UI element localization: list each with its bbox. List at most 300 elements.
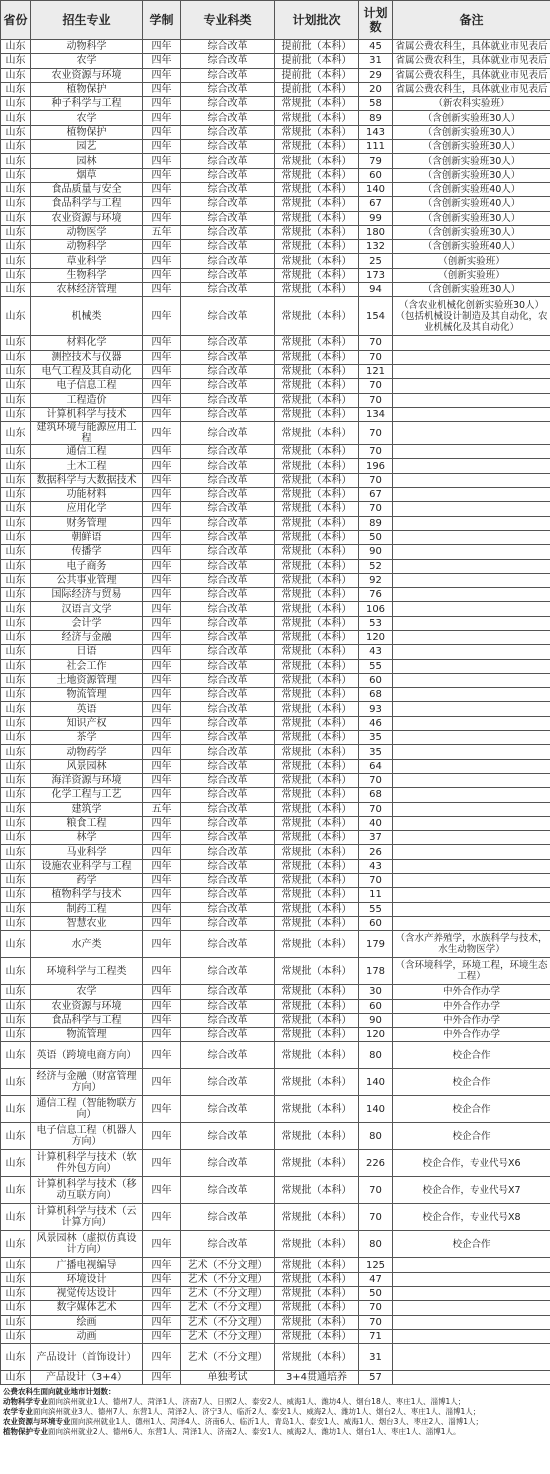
table-row xyxy=(1,297,550,336)
footer-line-text: 面向滨州就业1人、德州7人、菏泽1人、济南7人、日照2人、泰安2人、威海1人、潍坊4人、烟台18人、枣庄1人、淄博1人； xyxy=(48,1397,466,1407)
table-row xyxy=(1,1231,550,1258)
table-row xyxy=(1,1150,550,1177)
footer-line-label: 农业资源与环境专业 xyxy=(3,1417,71,1427)
table-row xyxy=(1,559,550,573)
cell-years: 四年 xyxy=(143,759,181,773)
cell-major: 食品质量与安全 xyxy=(31,182,143,196)
cell-major: 材料化学 xyxy=(31,336,143,350)
cell-category: 艺术（不分文理） xyxy=(181,1301,275,1315)
cell-province: 山东 xyxy=(1,999,31,1013)
cell-major: 电子信息工程 xyxy=(31,379,143,393)
cell-count: 70 xyxy=(359,1177,393,1204)
cell-batch: 常规批（本科） xyxy=(275,1287,359,1301)
cell-years: 四年 xyxy=(143,673,181,687)
cell-major: 风景园林 xyxy=(31,759,143,773)
table-row xyxy=(1,659,550,673)
cell-batch: 常规批（本科） xyxy=(275,516,359,530)
cell-count: 70 xyxy=(359,1315,393,1329)
cell-note xyxy=(393,788,550,802)
cell-category: 综合改革 xyxy=(181,602,275,616)
cell-batch: 常规批（本科） xyxy=(275,182,359,196)
cell-note: （含水产养殖学，水族科学与技术，水生动物医学） xyxy=(393,931,550,958)
cell-major: 动物药学 xyxy=(31,745,143,759)
cell-category: 综合改革 xyxy=(181,1231,275,1258)
table-row xyxy=(1,140,550,154)
cell-major: 生物科学 xyxy=(31,268,143,282)
cell-count: 90 xyxy=(359,1013,393,1027)
cell-batch: 常规批（本科） xyxy=(275,1177,359,1204)
cell-count: 60 xyxy=(359,916,393,930)
header-batch: 计划批次 xyxy=(275,1,359,40)
cell-province: 山东 xyxy=(1,154,31,168)
footer-line-label: 动物科学专业 xyxy=(3,1397,48,1407)
table-row xyxy=(1,254,550,268)
cell-note: （含创新实验班30人） xyxy=(393,140,550,154)
cell-province: 山东 xyxy=(1,502,31,516)
cell-category: 综合改革 xyxy=(181,702,275,716)
table-row xyxy=(1,1301,550,1315)
cell-note: 校企合作 xyxy=(393,1069,550,1096)
cell-batch: 常规批（本科） xyxy=(275,502,359,516)
cell-major: 产品设计（3+4） xyxy=(31,1371,143,1385)
cell-count: 94 xyxy=(359,283,393,297)
cell-province: 山东 xyxy=(1,82,31,96)
cell-years: 四年 xyxy=(143,602,181,616)
cell-batch: 常规批（本科） xyxy=(275,731,359,745)
table-row xyxy=(1,645,550,659)
cell-note: 校企合作 xyxy=(393,1096,550,1123)
cell-province: 山东 xyxy=(1,958,31,985)
cell-count: 20 xyxy=(359,82,393,96)
cell-category: 综合改革 xyxy=(181,874,275,888)
cell-batch: 常规批（本科） xyxy=(275,902,359,916)
cell-category: 综合改革 xyxy=(181,197,275,211)
cell-count: 120 xyxy=(359,630,393,644)
cell-count: 70 xyxy=(359,379,393,393)
cell-years: 四年 xyxy=(143,393,181,407)
table-row xyxy=(1,459,550,473)
table-row xyxy=(1,82,550,96)
cell-years: 四年 xyxy=(143,254,181,268)
table-row xyxy=(1,1329,550,1343)
cell-years: 四年 xyxy=(143,1301,181,1315)
cell-years: 四年 xyxy=(143,999,181,1013)
cell-note xyxy=(393,673,550,687)
cell-note: 中外合作办学 xyxy=(393,999,550,1013)
cell-major: 测控技术与仪器 xyxy=(31,350,143,364)
cell-province: 山东 xyxy=(1,350,31,364)
cell-note xyxy=(393,816,550,830)
cell-province: 山东 xyxy=(1,759,31,773)
cell-count: 226 xyxy=(359,1150,393,1177)
cell-batch: 常规批（本科） xyxy=(275,1028,359,1042)
cell-count: 120 xyxy=(359,1028,393,1042)
cell-batch: 常规批（本科） xyxy=(275,559,359,573)
cell-batch: 常规批（本科） xyxy=(275,802,359,816)
cell-count: 46 xyxy=(359,716,393,730)
cell-years: 四年 xyxy=(143,68,181,82)
cell-major: 茶学 xyxy=(31,731,143,745)
cell-province: 山东 xyxy=(1,97,31,111)
cell-count: 178 xyxy=(359,958,393,985)
cell-years: 四年 xyxy=(143,407,181,421)
cell-count: 43 xyxy=(359,645,393,659)
cell-years: 四年 xyxy=(143,1013,181,1027)
cell-batch: 常规批（本科） xyxy=(275,545,359,559)
cell-note xyxy=(393,407,550,421)
table-row xyxy=(1,350,550,364)
cell-major: 电气工程及其自动化 xyxy=(31,364,143,378)
table-row xyxy=(1,1123,550,1150)
cell-note: 省属公费农科生，具体就业市见表后 xyxy=(393,82,550,96)
cell-province: 山东 xyxy=(1,802,31,816)
cell-note xyxy=(393,350,550,364)
cell-category: 综合改革 xyxy=(181,1150,275,1177)
cell-category: 综合改革 xyxy=(181,68,275,82)
table-row xyxy=(1,1344,550,1371)
cell-note xyxy=(393,702,550,716)
cell-note xyxy=(393,645,550,659)
cell-years: 四年 xyxy=(143,1371,181,1385)
cell-count: 29 xyxy=(359,68,393,82)
cell-years: 四年 xyxy=(143,645,181,659)
cell-province: 山东 xyxy=(1,364,31,378)
header-major: 招生专业 xyxy=(31,1,143,40)
cell-province: 山东 xyxy=(1,659,31,673)
cell-province: 山东 xyxy=(1,379,31,393)
cell-batch: 常规批（本科） xyxy=(275,422,359,445)
cell-major: 视觉传达设计 xyxy=(31,1287,143,1301)
cell-count: 125 xyxy=(359,1258,393,1272)
cell-province: 山东 xyxy=(1,283,31,297)
cell-category: 综合改革 xyxy=(181,859,275,873)
table-row xyxy=(1,1258,550,1272)
cell-count: 106 xyxy=(359,602,393,616)
cell-batch: 常规批（本科） xyxy=(275,1042,359,1069)
cell-province: 山东 xyxy=(1,831,31,845)
cell-years: 四年 xyxy=(143,788,181,802)
table-row xyxy=(1,802,550,816)
cell-category: 综合改革 xyxy=(181,731,275,745)
cell-category: 综合改革 xyxy=(181,645,275,659)
cell-province: 山东 xyxy=(1,530,31,544)
cell-category: 综合改革 xyxy=(181,958,275,985)
footer-line-text: 面向滨州就业1人、德州1人、菏泽4人、济南6人、临沂1人、青岛1人、泰安1人、威海1人、烟台3人、枣庄2人、淄博1人； xyxy=(70,1417,483,1427)
cell-province: 山东 xyxy=(1,111,31,125)
cell-batch: 常规批（本科） xyxy=(275,616,359,630)
cell-province: 山东 xyxy=(1,745,31,759)
table-row xyxy=(1,716,550,730)
cell-batch: 常规批（本科） xyxy=(275,916,359,930)
cell-province: 山东 xyxy=(1,645,31,659)
cell-province: 山东 xyxy=(1,407,31,421)
table-row xyxy=(1,788,550,802)
cell-major: 植物保护 xyxy=(31,125,143,139)
cell-note xyxy=(393,364,550,378)
table-row xyxy=(1,125,550,139)
cell-note: 校企合作 xyxy=(393,1042,550,1069)
cell-major: 经济与金融 xyxy=(31,630,143,644)
cell-major: 公共事业管理 xyxy=(31,573,143,587)
cell-years: 五年 xyxy=(143,802,181,816)
cell-major: 植物保护 xyxy=(31,82,143,96)
cell-batch: 常规批（本科） xyxy=(275,393,359,407)
cell-count: 64 xyxy=(359,759,393,773)
cell-province: 山东 xyxy=(1,716,31,730)
cell-batch: 常规批（本科） xyxy=(275,350,359,364)
cell-batch: 常规批（本科） xyxy=(275,211,359,225)
cell-province: 山东 xyxy=(1,1150,31,1177)
cell-major: 粮食工程 xyxy=(31,816,143,830)
cell-major: 朝鲜语 xyxy=(31,530,143,544)
cell-major: 化学工程与工艺 xyxy=(31,788,143,802)
cell-count: 132 xyxy=(359,240,393,254)
cell-category: 艺术（不分文理） xyxy=(181,1344,275,1371)
cell-category: 综合改革 xyxy=(181,1177,275,1204)
cell-batch: 常规批（本科） xyxy=(275,459,359,473)
cell-batch: 常规批（本科） xyxy=(275,336,359,350)
cell-note xyxy=(393,1315,550,1329)
cell-count: 154 xyxy=(359,297,393,336)
cell-count: 53 xyxy=(359,616,393,630)
cell-category: 综合改革 xyxy=(181,364,275,378)
cell-batch: 常规批（本科） xyxy=(275,745,359,759)
cell-years: 四年 xyxy=(143,240,181,254)
cell-major: 种子科学与工程 xyxy=(31,97,143,111)
cell-province: 山东 xyxy=(1,874,31,888)
cell-note: 省属公费农科生，具体就业市见表后 xyxy=(393,40,550,54)
cell-count: 121 xyxy=(359,364,393,378)
table-row xyxy=(1,688,550,702)
cell-count: 50 xyxy=(359,1287,393,1301)
table-row xyxy=(1,445,550,459)
cell-province: 山东 xyxy=(1,902,31,916)
cell-batch: 常规批（本科） xyxy=(275,859,359,873)
footer-line xyxy=(3,1427,548,1437)
cell-batch: 常规批（本科） xyxy=(275,630,359,644)
cell-major: 食品科学与工程 xyxy=(31,197,143,211)
cell-province: 山东 xyxy=(1,616,31,630)
cell-years: 四年 xyxy=(143,1028,181,1042)
cell-major: 植物科学与技术 xyxy=(31,888,143,902)
table-row xyxy=(1,1069,550,1096)
cell-note xyxy=(393,716,550,730)
cell-major: 计算机科学与技术（云计算方向） xyxy=(31,1204,143,1231)
cell-count: 47 xyxy=(359,1272,393,1286)
cell-count: 70 xyxy=(359,393,393,407)
cell-count: 70 xyxy=(359,502,393,516)
cell-years: 四年 xyxy=(143,659,181,673)
cell-note xyxy=(393,445,550,459)
table-row xyxy=(1,1177,550,1204)
cell-major: 会计学 xyxy=(31,616,143,630)
cell-province: 山东 xyxy=(1,422,31,445)
cell-category: 综合改革 xyxy=(181,283,275,297)
cell-count: 93 xyxy=(359,702,393,716)
cell-batch: 常规批（本科） xyxy=(275,125,359,139)
cell-note: 校企合作，专业代号X8 xyxy=(393,1204,550,1231)
cell-batch: 常规批（本科） xyxy=(275,1315,359,1329)
cell-years: 四年 xyxy=(143,1258,181,1272)
cell-count: 68 xyxy=(359,788,393,802)
cell-note: （含创新实验班40人） xyxy=(393,240,550,254)
cell-years: 四年 xyxy=(143,1315,181,1329)
cell-category: 综合改革 xyxy=(181,916,275,930)
cell-years: 四年 xyxy=(143,716,181,730)
cell-count: 70 xyxy=(359,473,393,487)
cell-count: 111 xyxy=(359,140,393,154)
cell-note xyxy=(393,831,550,845)
cell-province: 山东 xyxy=(1,393,31,407)
cell-major: 知识产权 xyxy=(31,716,143,730)
cell-note xyxy=(393,516,550,530)
footer-line-text: 面向滨州就业2人、德州6人、东营1人、菏泽1人、济南2人、泰安1人、威海2人、潍坊1人、烟台1人、枣庄1人、淄博1人。 xyxy=(48,1427,461,1437)
cell-major: 动物科学 xyxy=(31,40,143,54)
cell-years: 五年 xyxy=(143,225,181,239)
cell-province: 山东 xyxy=(1,1123,31,1150)
cell-note xyxy=(393,1344,550,1371)
cell-years: 四年 xyxy=(143,336,181,350)
cell-years: 四年 xyxy=(143,350,181,364)
cell-count: 70 xyxy=(359,1204,393,1231)
table-row xyxy=(1,545,550,559)
cell-batch: 常规批（本科） xyxy=(275,268,359,282)
cell-category: 综合改革 xyxy=(181,745,275,759)
cell-category: 综合改革 xyxy=(181,573,275,587)
cell-batch: 常规批（本科） xyxy=(275,1329,359,1343)
cell-years: 四年 xyxy=(143,902,181,916)
cell-province: 山东 xyxy=(1,1344,31,1371)
cell-batch: 提前批（本科） xyxy=(275,68,359,82)
cell-years: 四年 xyxy=(143,40,181,54)
cell-province: 山东 xyxy=(1,297,31,336)
cell-note: 中外合作办学 xyxy=(393,1013,550,1027)
cell-category: 综合改革 xyxy=(181,488,275,502)
cell-province: 山东 xyxy=(1,985,31,999)
cell-province: 山东 xyxy=(1,182,31,196)
cell-category: 综合改革 xyxy=(181,1013,275,1027)
cell-count: 70 xyxy=(359,422,393,445)
cell-major: 汉语言文学 xyxy=(31,602,143,616)
cell-years: 四年 xyxy=(143,1272,181,1286)
table-body xyxy=(1,40,550,1385)
header-province: 省份 xyxy=(1,1,31,40)
cell-major: 工程造价 xyxy=(31,393,143,407)
cell-years: 四年 xyxy=(143,931,181,958)
table-row xyxy=(1,154,550,168)
cell-count: 30 xyxy=(359,985,393,999)
cell-note xyxy=(393,1371,550,1385)
cell-province: 山东 xyxy=(1,1272,31,1286)
footer-line xyxy=(3,1407,548,1417)
cell-category: 综合改革 xyxy=(181,268,275,282)
cell-major: 农业资源与环境 xyxy=(31,999,143,1013)
cell-note xyxy=(393,745,550,759)
table-row xyxy=(1,40,550,54)
cell-count: 89 xyxy=(359,111,393,125)
cell-years: 四年 xyxy=(143,111,181,125)
cell-count: 11 xyxy=(359,888,393,902)
cell-note xyxy=(393,1287,550,1301)
cell-batch: 常规批（本科） xyxy=(275,364,359,378)
cell-batch: 常规批（本科） xyxy=(275,659,359,673)
cell-batch: 常规批（本科） xyxy=(275,831,359,845)
cell-batch: 常规批（本科） xyxy=(275,1272,359,1286)
cell-count: 31 xyxy=(359,54,393,68)
cell-category: 艺术（不分文理） xyxy=(181,1329,275,1343)
cell-count: 70 xyxy=(359,874,393,888)
cell-count: 68 xyxy=(359,688,393,702)
cell-category: 综合改革 xyxy=(181,673,275,687)
table-row xyxy=(1,1028,550,1042)
cell-count: 71 xyxy=(359,1329,393,1343)
cell-count: 37 xyxy=(359,831,393,845)
cell-batch: 常规批（本科） xyxy=(275,1150,359,1177)
cell-note xyxy=(393,616,550,630)
cell-count: 60 xyxy=(359,673,393,687)
table-row xyxy=(1,1315,550,1329)
cell-count: 196 xyxy=(359,459,393,473)
cell-note xyxy=(393,731,550,745)
cell-note xyxy=(393,902,550,916)
cell-note: （含创新实验班30人） xyxy=(393,125,550,139)
cell-note: （含农业机械化创新实验班30人）（包括机械设计制造及其自动化，农业机械化及其自动化） xyxy=(393,297,550,336)
cell-batch: 常规批（本科） xyxy=(275,985,359,999)
cell-note xyxy=(393,502,550,516)
cell-note xyxy=(393,1272,550,1286)
cell-category: 单独考试 xyxy=(181,1371,275,1385)
cell-note: 校企合作，专业代号X6 xyxy=(393,1150,550,1177)
cell-note xyxy=(393,473,550,487)
cell-major: 电子信息工程（机器人方向） xyxy=(31,1123,143,1150)
table-row xyxy=(1,1371,550,1385)
cell-province: 山东 xyxy=(1,1301,31,1315)
cell-note xyxy=(393,845,550,859)
cell-category: 综合改革 xyxy=(181,379,275,393)
cell-major: 农业资源与环境 xyxy=(31,211,143,225)
cell-category: 综合改革 xyxy=(181,630,275,644)
cell-province: 山东 xyxy=(1,1042,31,1069)
cell-category: 综合改革 xyxy=(181,588,275,602)
table-row xyxy=(1,916,550,930)
cell-batch: 常规批（本科） xyxy=(275,1301,359,1315)
cell-count: 55 xyxy=(359,902,393,916)
cell-count: 140 xyxy=(359,1096,393,1123)
cell-province: 山东 xyxy=(1,488,31,502)
cell-note xyxy=(393,859,550,873)
cell-batch: 常规批（本科） xyxy=(275,688,359,702)
cell-category: 综合改革 xyxy=(181,773,275,787)
table-row xyxy=(1,588,550,602)
cell-batch: 提前批（本科） xyxy=(275,40,359,54)
cell-count: 80 xyxy=(359,1231,393,1258)
cell-major: 国际经济与贸易 xyxy=(31,588,143,602)
cell-note xyxy=(393,459,550,473)
cell-count: 79 xyxy=(359,154,393,168)
cell-count: 55 xyxy=(359,659,393,673)
cell-years: 四年 xyxy=(143,958,181,985)
cell-major: 水产类 xyxy=(31,931,143,958)
table-row xyxy=(1,530,550,544)
cell-years: 四年 xyxy=(143,459,181,473)
table-row xyxy=(1,97,550,111)
cell-count: 90 xyxy=(359,545,393,559)
cell-province: 山东 xyxy=(1,445,31,459)
cell-category: 综合改革 xyxy=(181,240,275,254)
cell-province: 山东 xyxy=(1,731,31,745)
table-row xyxy=(1,268,550,282)
table-row xyxy=(1,731,550,745)
